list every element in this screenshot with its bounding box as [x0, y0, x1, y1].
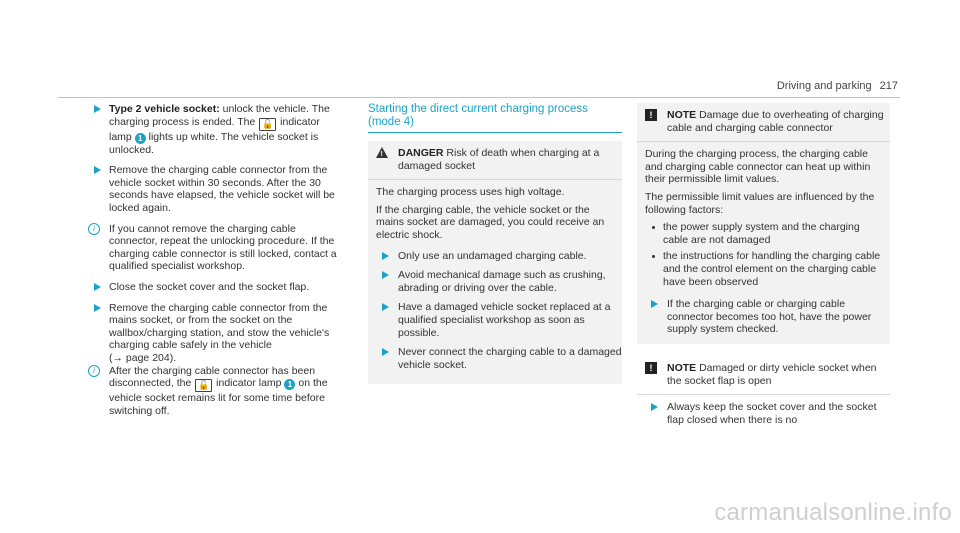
- column-right: [637, 103, 890, 440]
- triangle-right-icon: [94, 166, 101, 174]
- page-number: 217: [879, 80, 898, 92]
- step-remove-mains: [87, 302, 345, 365]
- bullet-item: [645, 250, 882, 288]
- danger-label: DANGER: [398, 147, 444, 159]
- column-middle: [368, 103, 622, 384]
- triangle-right-icon: [382, 271, 389, 279]
- callout-number: 1: [135, 133, 146, 144]
- step-text: Remove the charging cable connector from the vehicle socket within 30 seconds. After the 30 seconds have elapsed, the vehicle socket will be locked again.: [109, 164, 335, 214]
- header-text: [777, 80, 898, 93]
- triangle-right-icon: [382, 252, 389, 260]
- danger-step: [368, 301, 622, 339]
- step-text: Always keep the socket cover and the socket flap closed when there is no: [667, 401, 877, 426]
- step-unlock: [87, 103, 345, 156]
- step-remove-connector: [87, 164, 345, 214]
- step-text: Only use an undamaged charging cable.: [398, 249, 587, 262]
- note-exclamation-icon: !: [645, 362, 657, 374]
- callout-number: 1: [284, 379, 295, 390]
- note-label: NOTE: [667, 109, 697, 121]
- info-note-repeat: [87, 223, 345, 273]
- note-exclamation-icon: !: [645, 109, 657, 121]
- info-icon: i: [88, 365, 100, 377]
- note-paragraph: The permissible limit values are influenced by the following factors:: [645, 190, 875, 216]
- step-text: If the charging cable or charging cable connector becomes too hot, have the power supply system checked.: [667, 298, 872, 336]
- section-title: Starting the direct current charging process (mode 4): [368, 103, 622, 133]
- lock-icon: 🔓: [195, 379, 212, 392]
- step-close-cover: [87, 281, 345, 294]
- step-text: Never connect the charging cable to a damaged vehicle socket.: [398, 346, 622, 371]
- step-text: Have a damaged vehicle socket replaced at a qualified specialist workshop as soon as possible.: [398, 301, 611, 339]
- triangle-right-icon: [382, 303, 389, 311]
- step-bold: Type 2 vehicle socket:: [109, 103, 220, 115]
- note-label: NOTE: [667, 361, 697, 374]
- danger-body: [368, 186, 622, 241]
- header-section: Driving and parking: [776, 80, 872, 92]
- step-text: Avoid mechanical damage such as crushing, abrading or driving over the cable.: [398, 269, 606, 294]
- note-step: [637, 298, 890, 336]
- danger-paragraph: The charging process uses high voltage.: [376, 186, 565, 199]
- note-box-socket: [637, 358, 890, 440]
- triangle-right-icon: [94, 283, 101, 291]
- info-text: indicator lamp: [213, 377, 285, 390]
- step-text: indicator lamp: [109, 115, 320, 143]
- triangle-right-icon: [651, 403, 658, 411]
- note-head-text: Damaged or dirty vehicle socket when the socket flap is open: [667, 361, 877, 387]
- info-text: on the vehicle socket remains lit for some time before switching off.: [109, 377, 328, 417]
- danger-step: [368, 250, 622, 263]
- triangle-right-icon: [382, 348, 389, 356]
- bullet-text: the instructions for handling the charging cable and the control element on the charging cable have been observed: [663, 250, 881, 288]
- danger-box: [368, 141, 622, 384]
- bullet-text: the power supply system and the charging cable are not damaged: [663, 221, 860, 246]
- note-paragraph: During the charging process, the charging cable and charging cable connector can heat up within their permissible limit values.: [645, 148, 871, 186]
- step-text: unlock the vehicle. The charging process is ended. The: [109, 103, 330, 128]
- danger-heading: [368, 147, 622, 180]
- info-text: After the charging cable connector has been disconnected, the: [109, 364, 316, 390]
- note-box-overheating: [637, 103, 890, 344]
- info-text: If you cannot remove the charging cable connector, repeat the unlocking procedure. If the charging cable connector is still locked, contact a qualified specialist workshop.: [109, 222, 337, 273]
- column-left: [87, 103, 345, 425]
- info-icon: i: [88, 223, 100, 235]
- note-heading: [637, 362, 890, 395]
- bullet-dot: [652, 255, 655, 258]
- danger-step: [368, 346, 622, 371]
- triangle-right-icon: [651, 300, 658, 308]
- triangle-right-icon: [94, 105, 101, 113]
- page-header: [0, 80, 904, 98]
- step-text: Close the socket cover and the socket flap.: [109, 280, 310, 293]
- danger-head-text: Risk of death when charging at a damaged socket: [398, 147, 600, 172]
- danger-paragraph: If the charging cable, the vehicle socket or the mains socket are damaged, you could receive an electric shock.: [376, 203, 605, 241]
- note-head-text: Damage due to overheating of charging cable and charging cable connector: [667, 109, 884, 134]
- bullet-item: [645, 221, 882, 246]
- danger-step: [368, 269, 622, 294]
- triangle-right-icon: [94, 304, 101, 312]
- note-step: [637, 401, 890, 426]
- page-reference-link[interactable]: (→ page 204).: [109, 351, 177, 364]
- step-text: Remove the charging cable connector from the mains socket, or from the socket on the wallbox/charging station, and stow the vehicle's charging cable safely in the vehicle: [109, 301, 330, 352]
- lock-icon: 🔓: [259, 118, 276, 131]
- warning-triangle-icon: [376, 147, 388, 158]
- header-rule: [58, 97, 900, 98]
- step-text: lights up white. The vehicle socket is unlocked.: [109, 130, 319, 156]
- info-note-lamp: [87, 365, 345, 418]
- note-heading: [637, 109, 890, 142]
- note-body: [637, 148, 890, 288]
- bullet-dot: [652, 226, 655, 229]
- watermark: carmanualsonline.info: [714, 499, 952, 526]
